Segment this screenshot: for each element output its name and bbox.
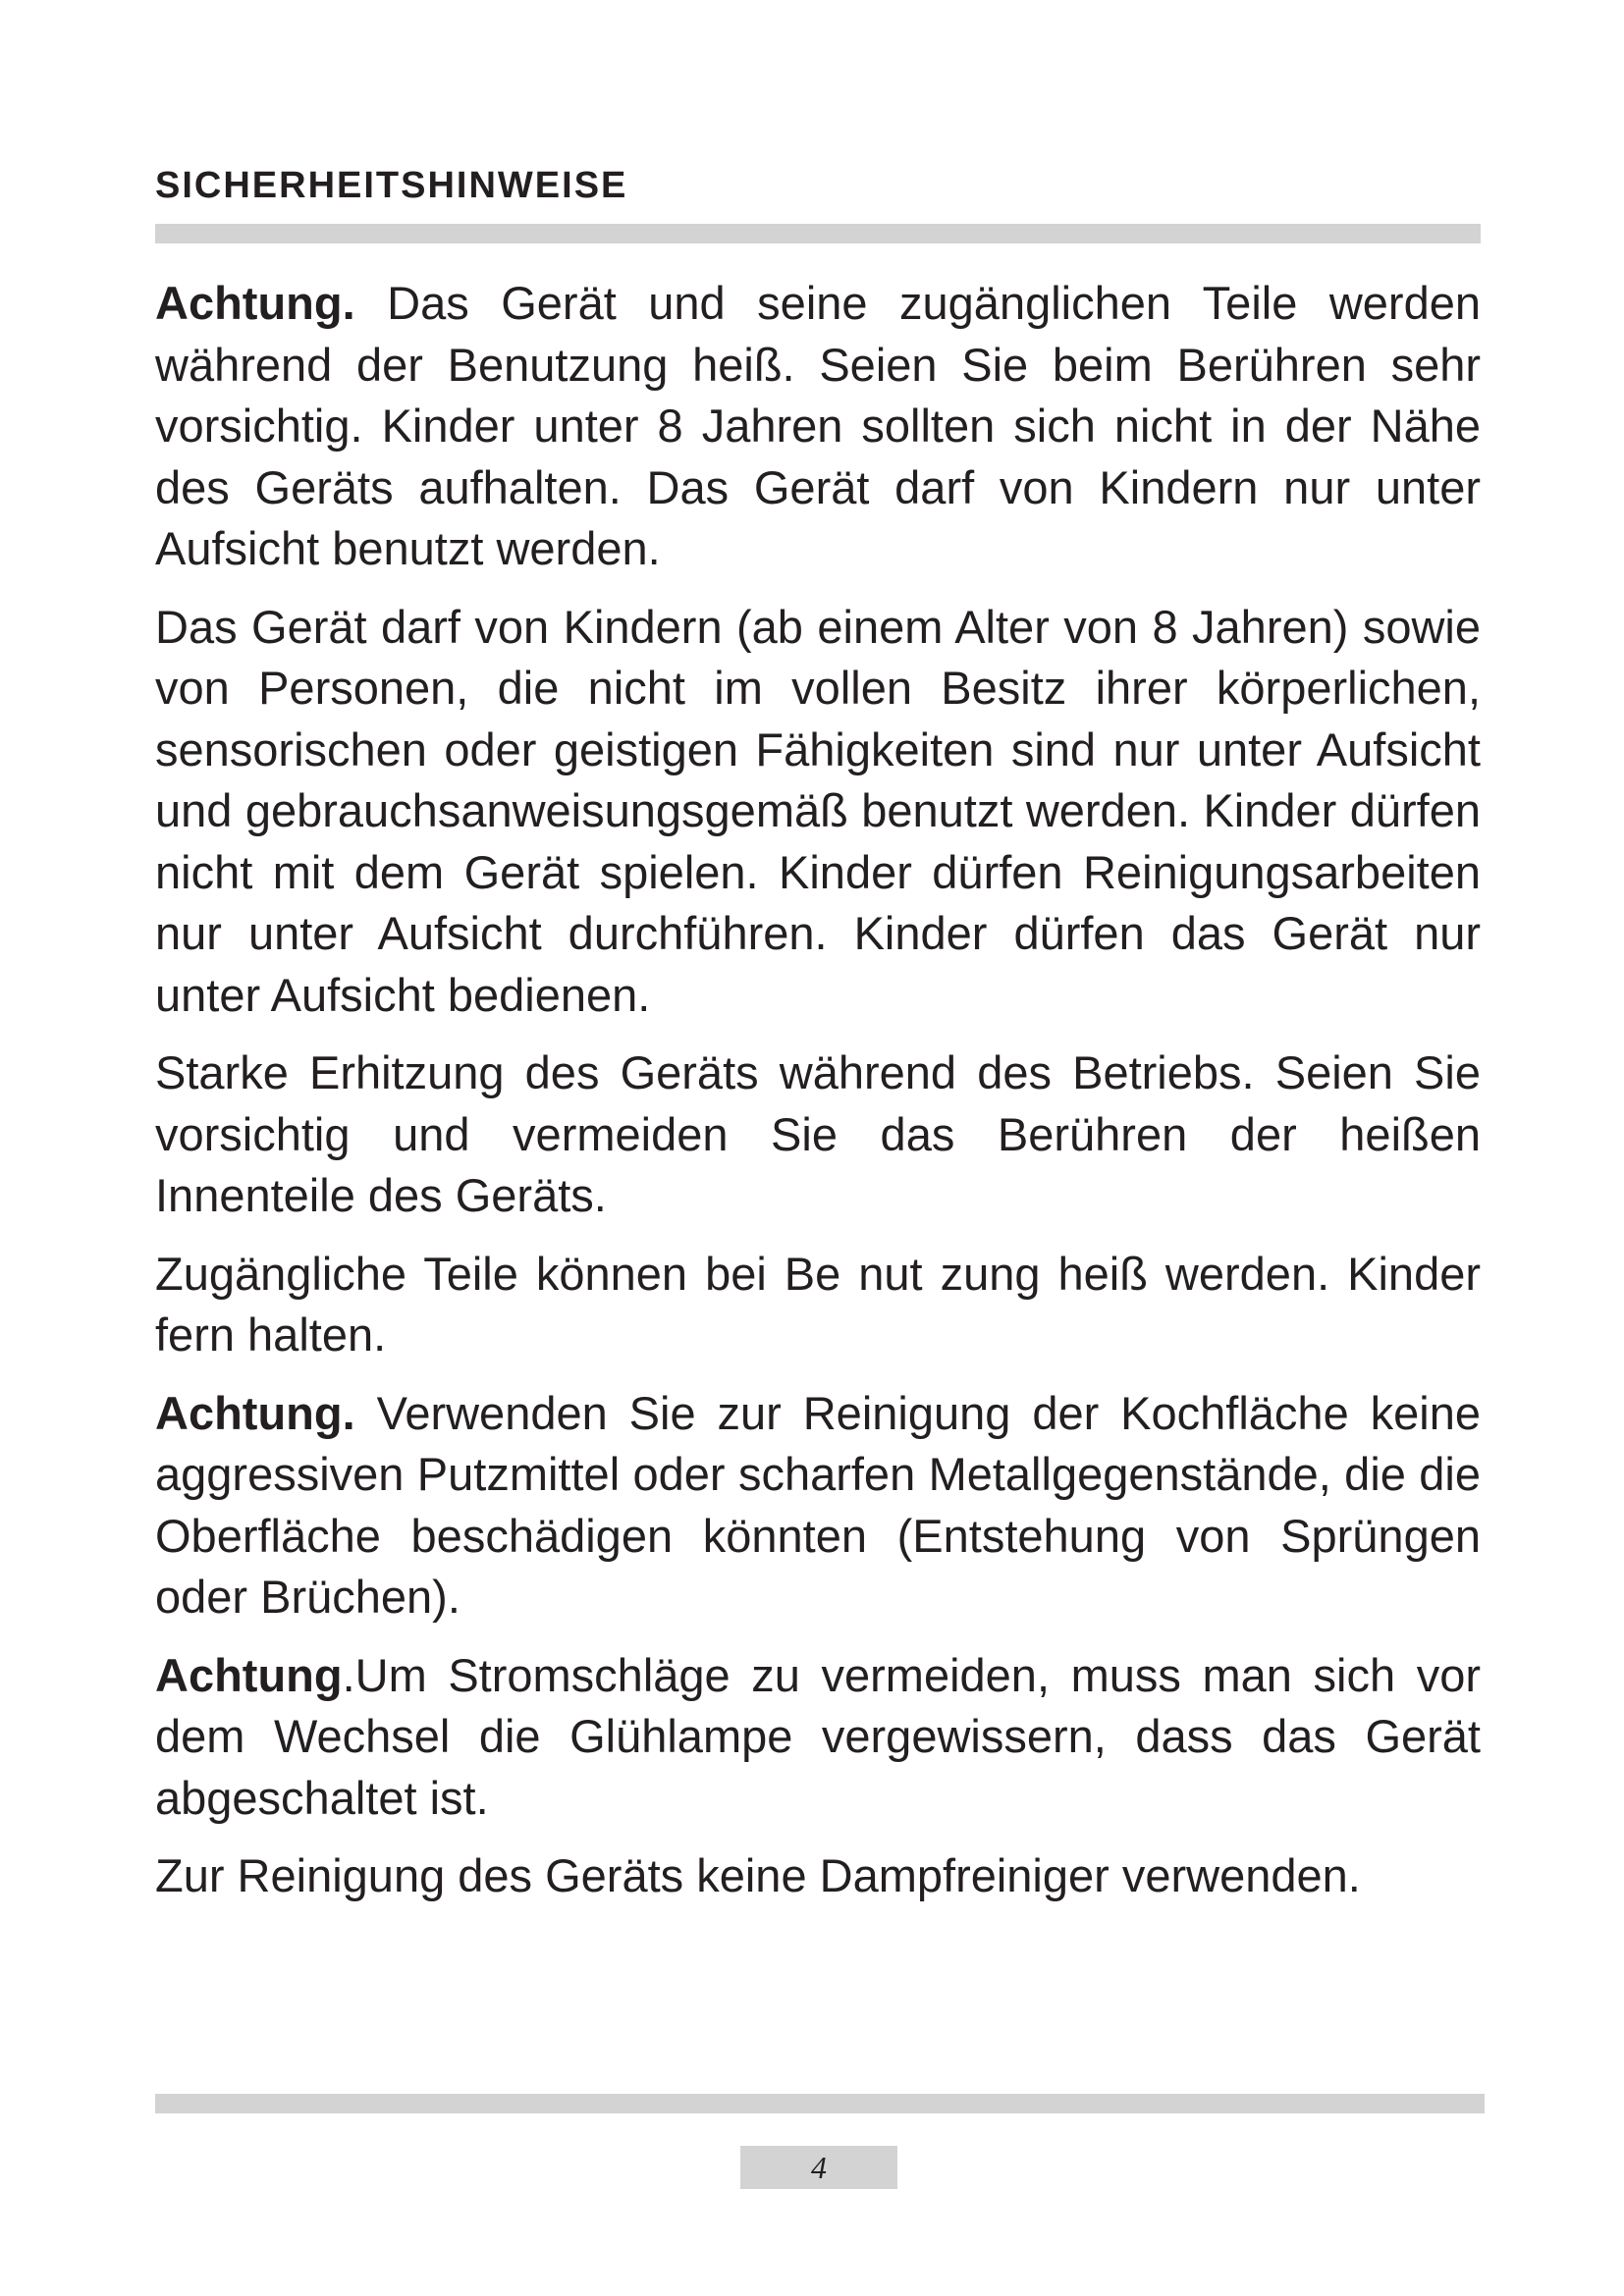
header-divider [155, 224, 1481, 243]
paragraph-text: Das Gerät darf von Kindern (ab einem Alter von 8 Jahren) sowie von Personen, die nicht im vollen Besitz ihrer körperlichen, sensorischen oder geistigen Fähigkeiten sind nur unter Aufsicht und gebrauchsanweisungsgemäß benutzt werden. Kinder dürfen nicht mit dem Gerät spielen. Kinder dürfen Reinigungsarbeiten nur unter Aufsicht durchführen. Kinder dürfen das Gerät nur unter Aufsicht bedienen. [155, 600, 1481, 1021]
paragraph-text: Zur Reinigung des Geräts keine Dampfreiniger verwenden. [155, 1849, 1361, 1901]
paragraph-text: .Um Stromschläge zu vermeiden, muss man sich vor dem Wechsel die Glühlampe vergewissern, dass das Gerät abgeschaltet ist. [155, 1648, 1481, 1824]
paragraph-text: Das Gerät und seine zugänglichen Teile werden während der Benutzung heiß. Seien Sie beim Berühren sehr vorsichtig. Kinder unter 8 Jahren sollten sich nicht in der Nähe des Geräts aufhalten. Das Gerät darf von Kindern nur unter Aufsicht benutzt werden. [155, 277, 1481, 574]
safety-instructions-body [155, 273, 1481, 1924]
paragraph-steam-cleaner [155, 1845, 1481, 1907]
paragraph-children-usage [155, 597, 1481, 1027]
page-number: 4 [740, 2146, 897, 2189]
paragraph-text: Starke Erhitzung des Geräts während des Betriebs. Seien Sie vorsichtig und vermeiden Sie das Berühren der heißen Innenteile des Geräts. [155, 1046, 1481, 1221]
warning-lead: Achtung. [155, 1386, 355, 1439]
footer-divider [155, 2094, 1485, 2113]
paragraph-warning-cleaning [155, 1383, 1481, 1629]
section-title: SICHERHEITSHINWEISE [155, 165, 628, 206]
paragraph-heating [155, 1042, 1481, 1227]
warning-lead: Achtung [155, 1648, 343, 1701]
paragraph-text: Verwenden Sie zur Reinigung der Kochfläche keine aggressiven Putzmittel oder scharfen Metallgegenstände, die die Oberfläche beschädigen könnten (Entstehung von Sprüngen oder Brüchen). [155, 1386, 1481, 1623]
paragraph-accessible-parts [155, 1244, 1481, 1366]
warning-lead: Achtung. [155, 277, 355, 329]
paragraph-warning-hot-parts [155, 273, 1481, 580]
paragraph-text: Zugängliche Teile können bei Be nut zung heiß werden. Kinder fern halten. [155, 1247, 1481, 1361]
paragraph-warning-lamp [155, 1645, 1481, 1830]
